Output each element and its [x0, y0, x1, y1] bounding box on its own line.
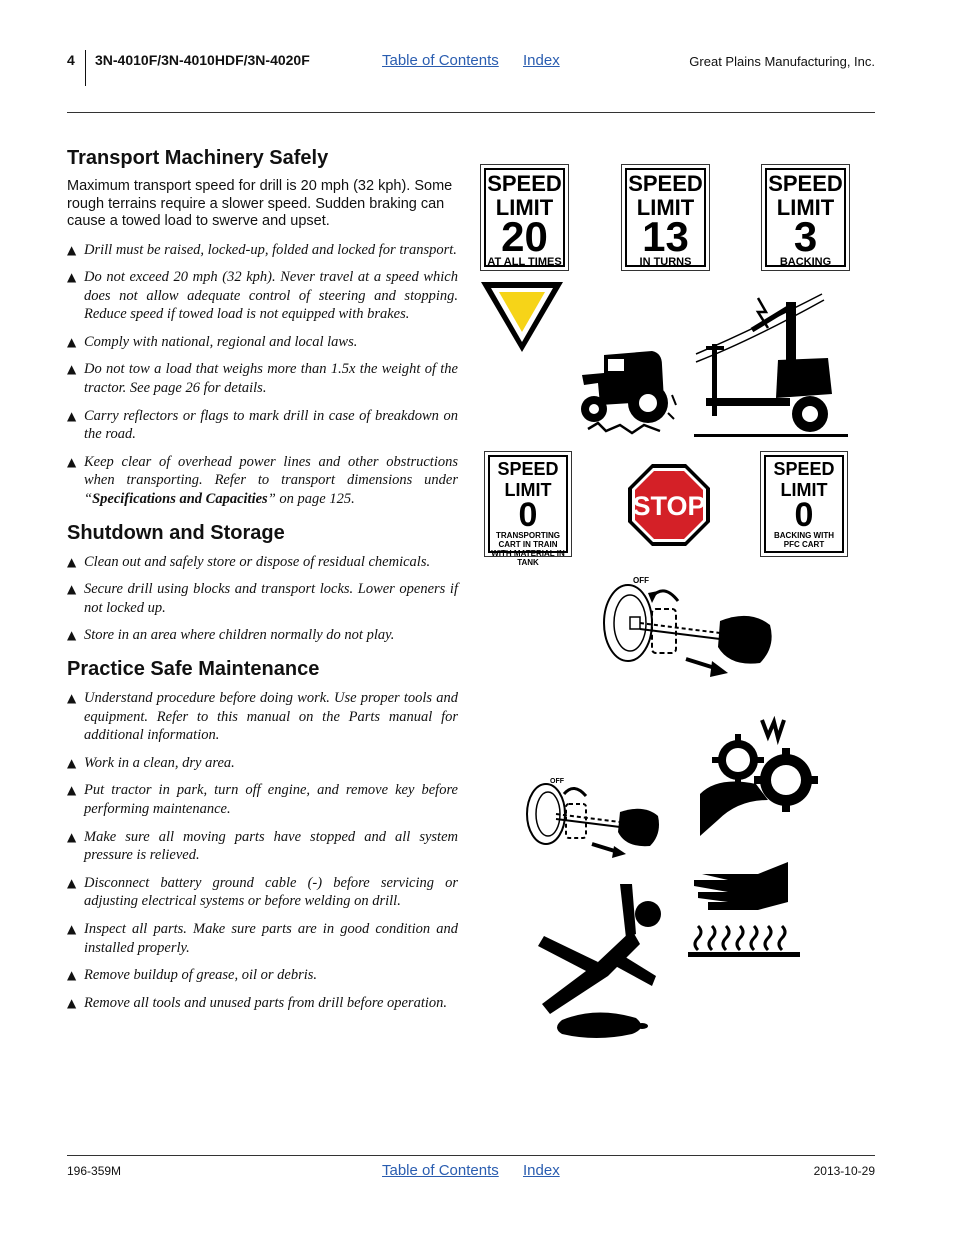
list-item: ▲ Keep clear of overhead power lines and other obstructions when transporting. Refer to transport dimensions under “Specifications and Capacities” on page 125.: [67, 453, 458, 509]
header-toc-link[interactable]: Table of Contents: [382, 52, 499, 69]
hot-surface-icon: [688, 862, 800, 958]
list-item: ▲ Put tractor in park, turn off engine, and remove key before performing maintenance.: [67, 781, 458, 818]
list-item: ▲ Work in a clean, dry area.: [67, 754, 458, 773]
footer-index-link[interactable]: Index: [523, 1162, 560, 1179]
yield-sign-icon: [479, 280, 565, 354]
speed-limit-20-sign: SPEED LIMIT 20 AT ALL TIMES: [480, 164, 569, 271]
spec-reference: Specifications and Capacities: [92, 491, 268, 508]
speed-limit-0-backing-sign: SPEED LIMIT 0 BACKING WITH PFC CART: [760, 451, 848, 557]
list-item: ▲ Secure drill using blocks and transport locks. Lower openers if not locked up.: [67, 580, 458, 617]
list-item: ▲ Inspect all parts. Make sure parts are in good condition and installed properly.: [67, 920, 458, 957]
transport-heading: Transport Machinery Safely: [67, 147, 329, 169]
maintenance-bullets: [67, 689, 458, 1012]
list-item: ▲ Remove buildup of grease, oil or debris.: [67, 966, 458, 985]
speed-limit-3-sign: SPEED LIMIT 3 BACKING: [761, 164, 850, 271]
list-item: ▲ Drill must be raised, locked-up, folded and locked for transport.: [67, 241, 458, 260]
off-label: OFF: [633, 576, 649, 585]
doc-number: 196-359M: [67, 1164, 122, 1178]
key-off-small-icon: [524, 774, 664, 860]
power-line-hazard-icon: [692, 290, 850, 438]
footer-toc-link[interactable]: Table of Contents: [382, 1162, 499, 1179]
doc-date: 2013-10-29: [813, 1164, 875, 1178]
speed-limit-13-sign: SPEED LIMIT 13 IN TURNS: [621, 164, 710, 271]
company-name: Great Plains Manufacturing, Inc.: [689, 54, 875, 69]
transport-intro: Maximum transport speed for drill is 20 mph (32 kph). Some rough terrains require a slower speed. Sudden braking can cause a towed load to swerve and upset.: [67, 178, 453, 229]
stop-text: STOP: [632, 491, 706, 521]
list-item: ▲ Do not tow a load that weighs more than 1.5x the weight of the tractor. See page 26 for details.: [67, 360, 458, 397]
list-item: ▲ Make sure all moving parts have stopped and all system pressure is relieved.: [67, 828, 458, 865]
key-off-icon: [600, 573, 778, 681]
stop-sign-icon: [626, 462, 712, 548]
shutdown-heading: Shutdown and Storage: [67, 521, 285, 544]
list-item: ▲ Understand procedure before doing work. Use proper tools and equipment. Refer to this manual on the Parts manual for additional information.: [67, 689, 458, 745]
header-divider: [85, 50, 86, 86]
list-item: ▲ Carry reflectors or flags to mark drill in case of breakdown on the road.: [67, 407, 458, 444]
header-index-link[interactable]: Index: [523, 52, 560, 69]
page-number: 4: [67, 52, 75, 68]
list-item: ▲ Disconnect battery ground cable (-) before servicing or adjusting electrical systems or before welding on drill.: [67, 874, 458, 911]
speed-limit-0-transport-sign: SPEED LIMIT 0 TRANSPORTING CART IN TRAIN WITH MATERIAL IN TANK: [484, 451, 572, 557]
list-item: ▲ Do not exceed 20 mph (32 kph). Never travel at a speed which does not allow adequate control of steering and stopping. Reduce speed if towed load is not equipped with brakes.: [67, 268, 458, 324]
transport-bullets: [67, 241, 458, 509]
list-item: ▲ Comply with national, regional and local laws.: [67, 333, 458, 352]
list-item: ▲ Remove all tools and unused parts from drill before operation.: [67, 994, 458, 1013]
off-label: OFF: [550, 778, 564, 785]
slip-hazard-icon: [536, 880, 666, 1042]
gear-entanglement-icon: [698, 716, 822, 838]
header-rule: [67, 112, 875, 113]
text-column: [67, 146, 458, 1024]
list-item: ▲ Clean out and safely store or dispose of residual chemicals.: [67, 553, 458, 572]
shutdown-bullets: [67, 553, 458, 645]
tractor-rough-terrain-icon: [574, 345, 680, 437]
maintenance-heading: Practice Safe Maintenance: [67, 658, 320, 680]
model-title: 3N-4010F/3N-4010HDF/3N-4020F: [95, 52, 310, 68]
list-item: ▲ Store in an area where children normally do not play.: [67, 626, 458, 645]
footer-rule: [67, 1155, 875, 1156]
